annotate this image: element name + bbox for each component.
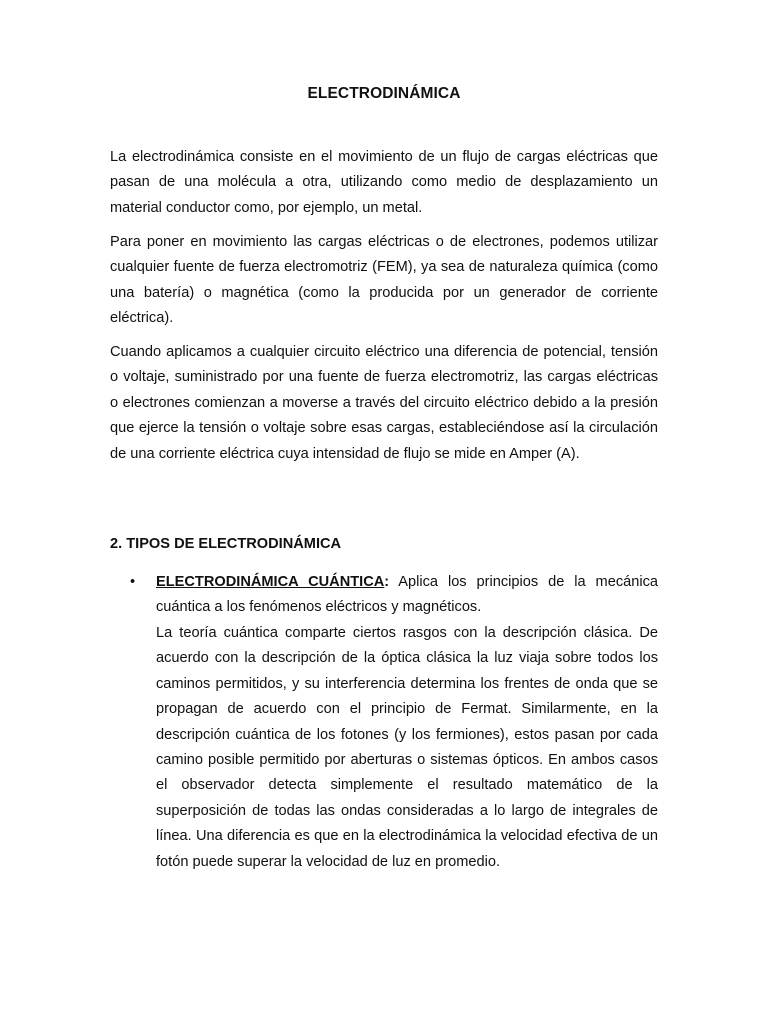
bullet-intro [156, 570, 658, 621]
document-title: ELECTRODINÁMICA [307, 85, 461, 102]
bullet-intro-text: Aplica los principios de la mecánica cuántica a los fenómenos eléctricos y magnéticos. [156, 574, 659, 616]
paragraph-3: Cuando aplicamos a cualquier circuito eléctrico una diferencia de potencial, tensión o voltaje, suministrado por una fuente de fuerza electromotriz, las cargas eléctricas o electrones comienzan a moverse a través del circuito eléctrico debido a la presión que ejerce la tensión o voltaje sobre esas cargas, estableciéndose así la circulación de una corriente eléctrica cuya intensidad de flujo se mide en Amper (A). [110, 344, 658, 462]
bullet-body-text: La teoría cuántica comparte ciertos rasgos con la descripción clásica. De acuerdo con la descripción de la óptica clásica la luz viaja sobre todos los caminos permitidos, y su interferencia determina los frentes de onda que se propagan de acuerdo con el principio de Fermat. Similarmente, en la descripción cuántica de los fotones (y los fermiones), estos pasan por cada camino posible permitido por aberturas o sistemas ópticos. En ambos casos el observador detecta simplemente el resultado matemático de la superposición de todas las ondas consideradas a lo largo de integrales de línea. Una diferencia es que en la electrodinámica la velocidad efectiva de un fotón puede superar la velocidad de luz en promedio. [156, 625, 658, 870]
paragraph-1: La electrodinámica consiste en el movimiento de un flujo de cargas eléctricas que pasan de una molécula a otra, utilizando como medio de desplazamiento un material conductor como, por ejemplo, un metal. [110, 149, 658, 216]
bullet-icon: • [130, 574, 136, 590]
bullet-term: ELECTRODINÁMICA CUÁNTICA [156, 574, 385, 590]
bullet-term-colon: : [384, 574, 390, 590]
paragraph-2: Para poner en movimiento las cargas eléctricas o de electrones, podemos utilizar cualquier fuente de fuerza electromotriz (FEM), ya sea de naturaleza química (como una batería) o magnética (como la producida por un generador de corriente eléctrica). [110, 234, 658, 327]
section-heading: 2. TIPOS DE ELECTRODINÁMICA [110, 536, 342, 552]
